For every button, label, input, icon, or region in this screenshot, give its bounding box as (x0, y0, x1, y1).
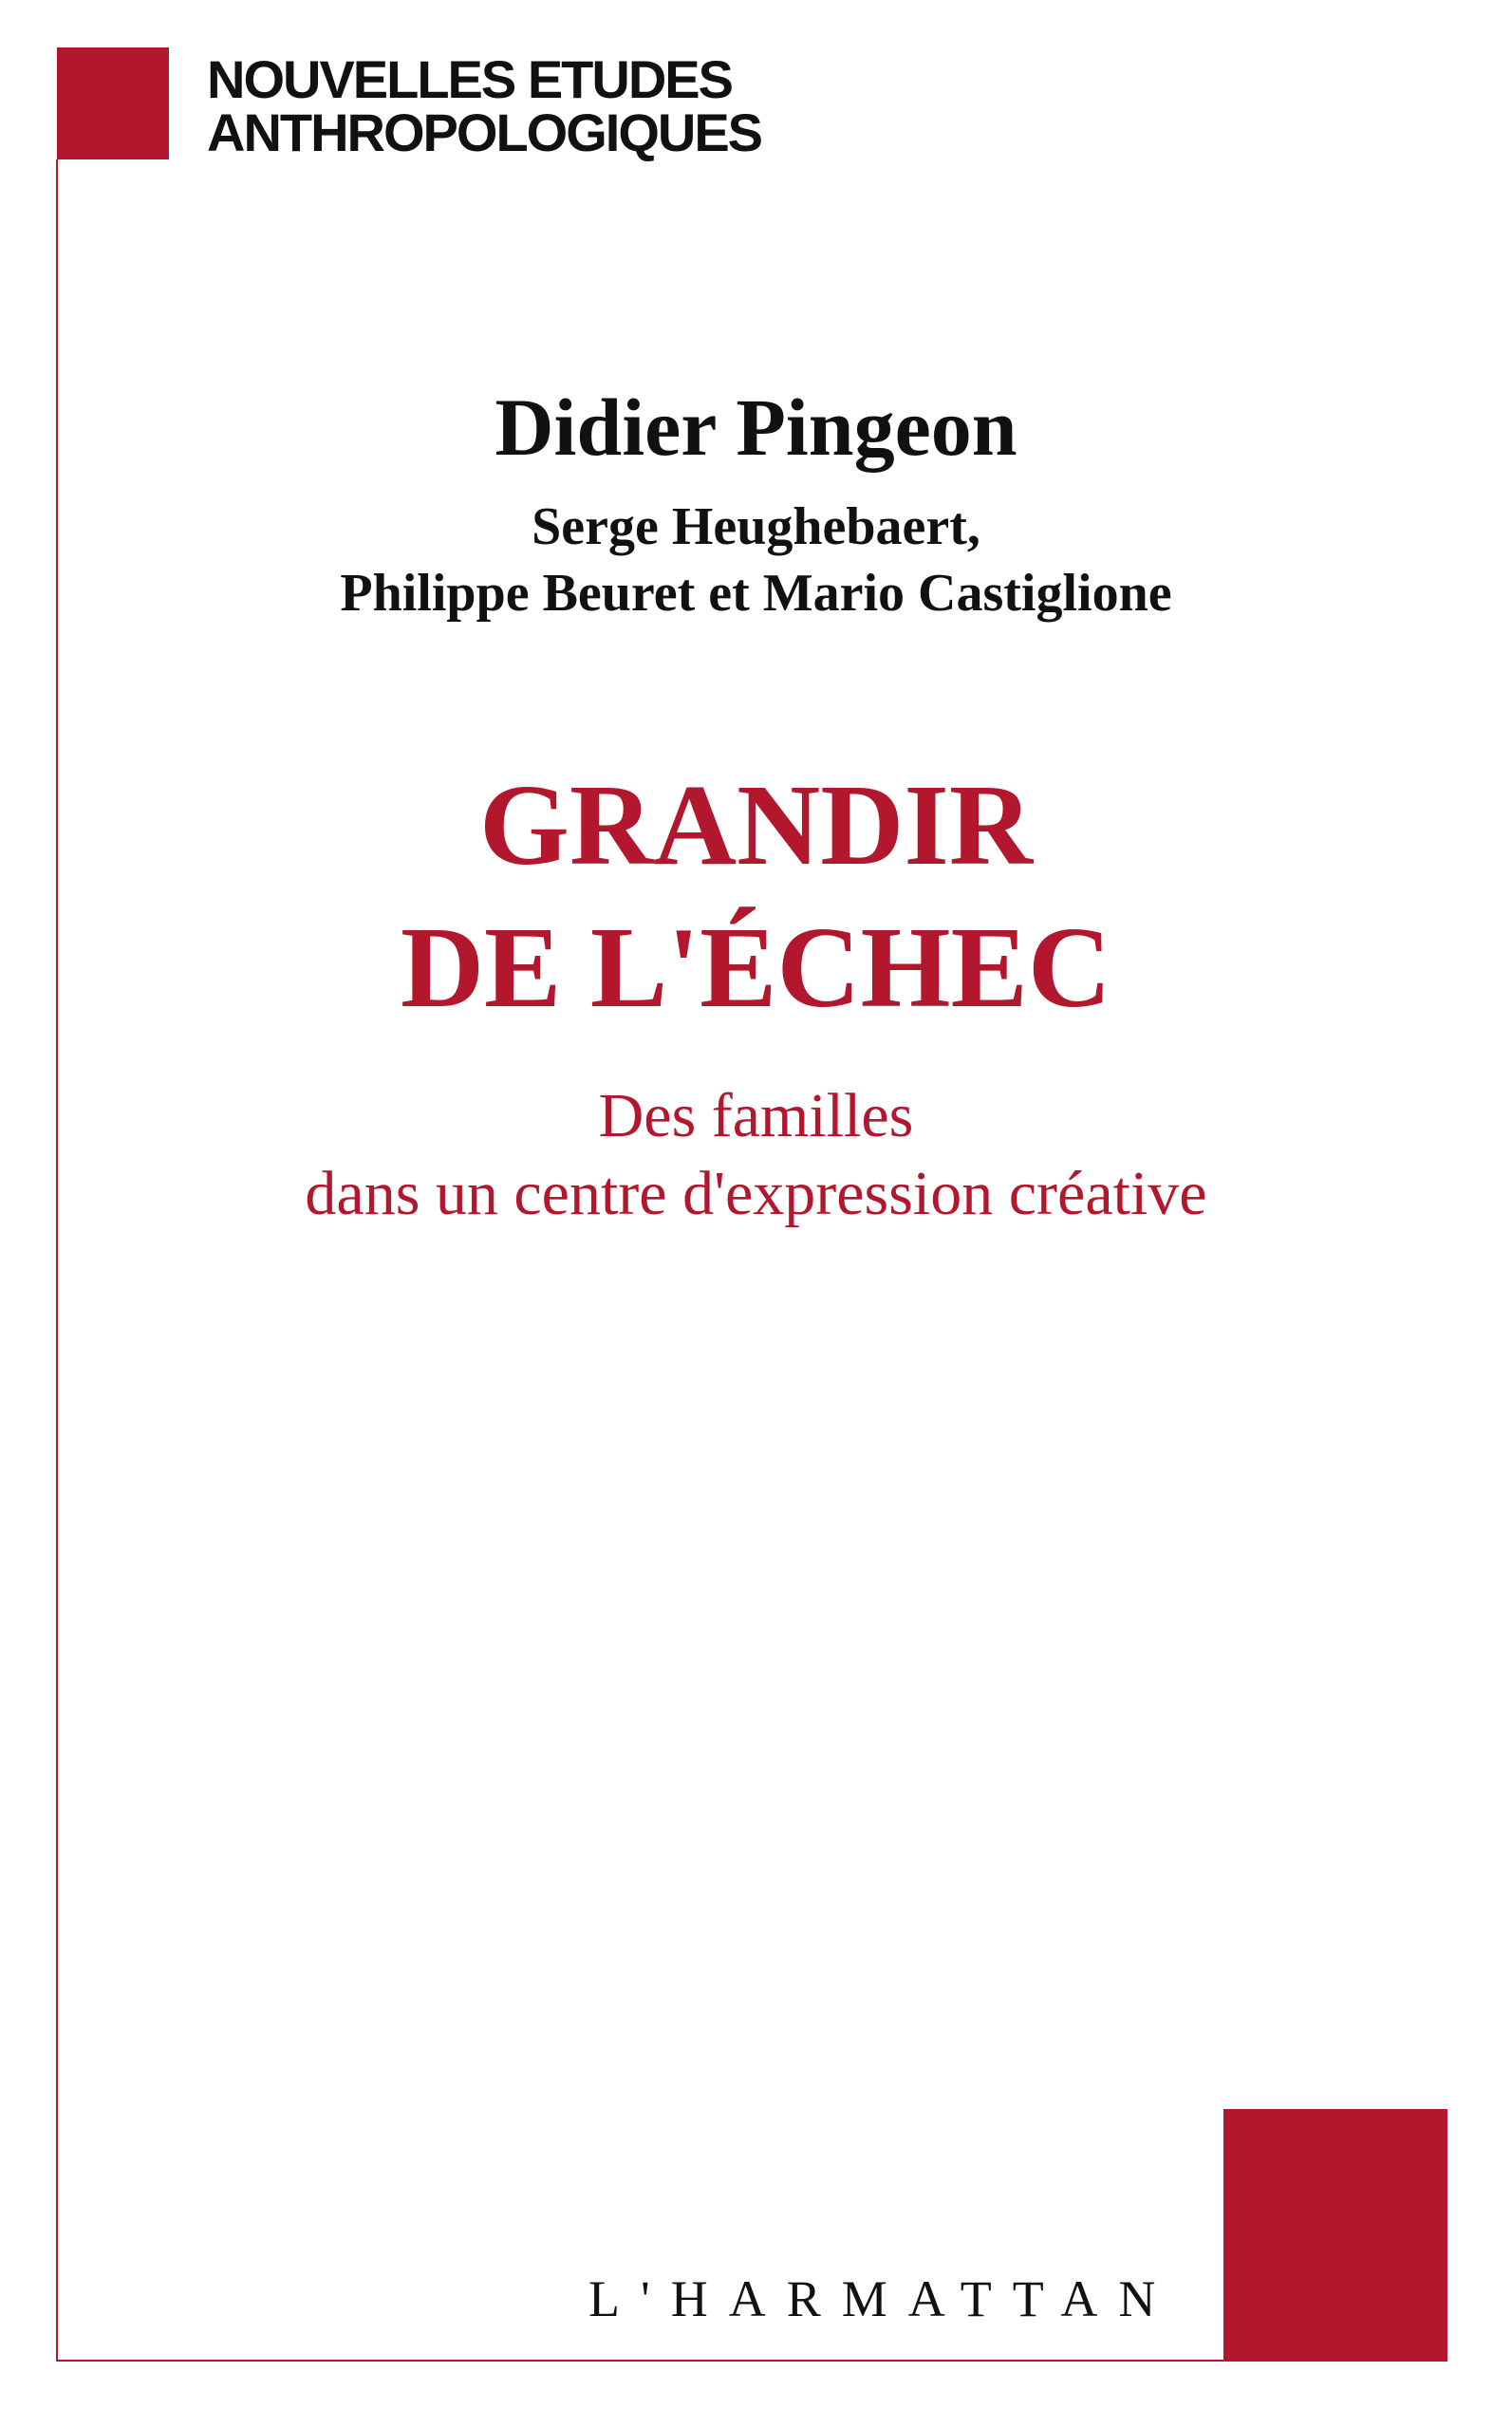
subtitle-line-2: dans un centre d'expression créative (305, 1159, 1207, 1228)
main-author: Didier Pingeon (495, 382, 1017, 473)
series-name (207, 49, 762, 162)
title-line-1: GRANDIR (479, 761, 1033, 889)
publisher-logo: L'HARMATTAN (588, 2270, 1182, 2327)
vertical-rule (56, 159, 58, 2362)
red-square-decoration-bottom (1223, 2109, 1447, 2362)
title-line-2: DE L'ÉCHEC (400, 904, 1112, 1032)
co-authors-line-2: Philippe Beuret et Mario Castiglione (340, 564, 1172, 623)
red-square-decoration-top (57, 47, 169, 159)
series-line-2: ANTHROPOLOGIQUES (207, 103, 762, 162)
co-authors (0, 494, 1512, 626)
subtitle-line-1: Des familles (598, 1081, 914, 1150)
co-authors-line-1: Serge Heughebaert, (532, 497, 980, 556)
horizontal-rule (56, 2360, 1223, 2362)
book-title (0, 755, 1512, 1039)
series-line-1: NOUVELLES ETUDES (207, 49, 732, 109)
book-subtitle (0, 1077, 1512, 1233)
